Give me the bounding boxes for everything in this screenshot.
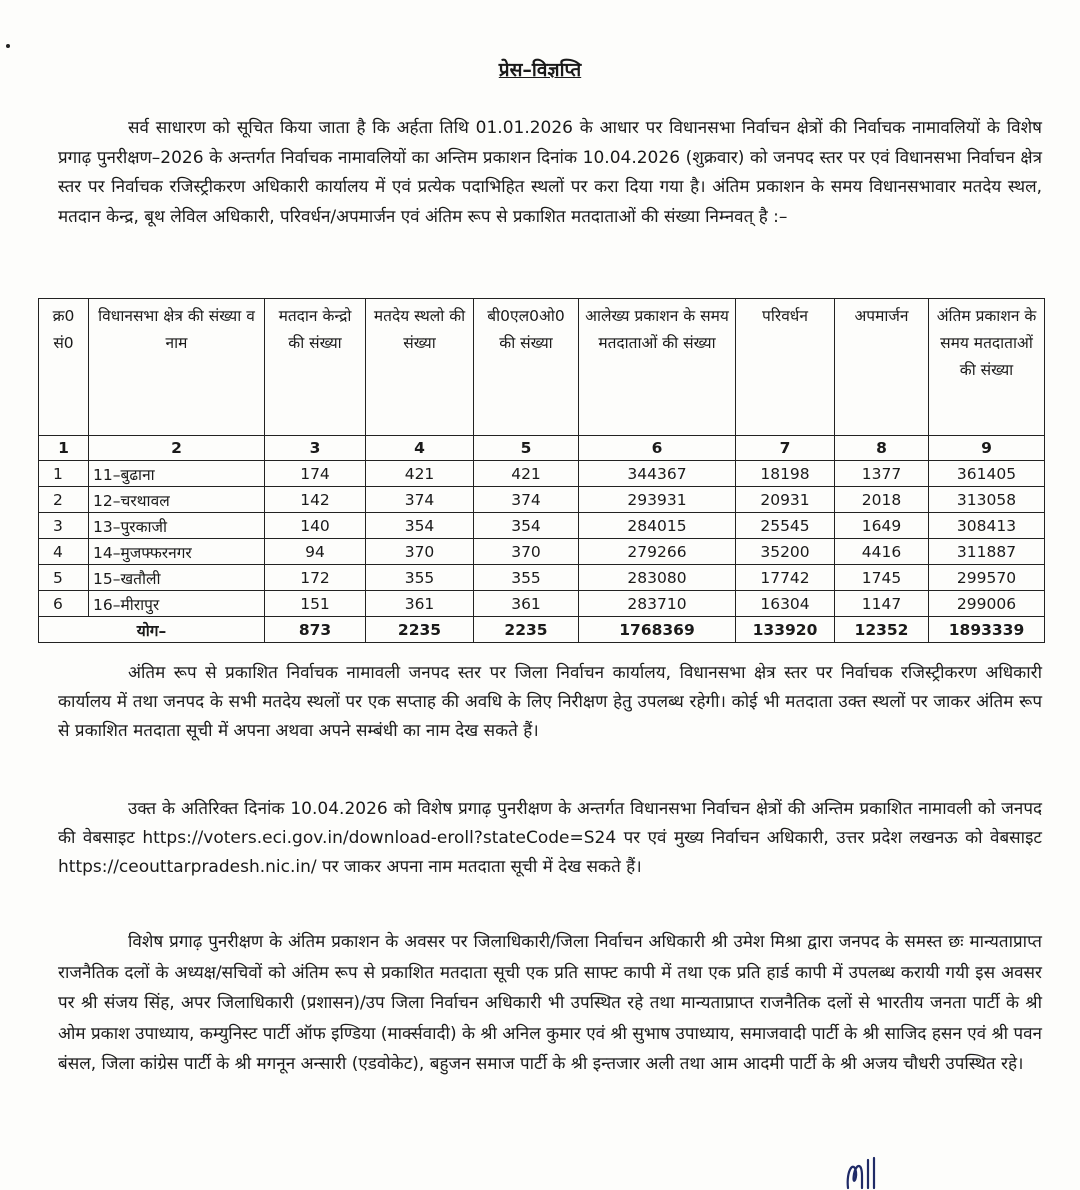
table-cell: 16–मीरापुर	[89, 591, 265, 617]
table-cell: 4416	[835, 539, 929, 565]
table-cell: 344367	[579, 461, 736, 487]
table-cell: 283710	[579, 591, 736, 617]
table-cell: 374	[366, 487, 474, 513]
table-cell: 5	[39, 565, 89, 591]
table-cell: 1377	[835, 461, 929, 487]
header-cell: बी0एल0ओ0 की संख्या	[474, 299, 579, 436]
table-cell: 361	[474, 591, 579, 617]
voter-statistics-table	[38, 298, 1045, 643]
header-cell: क्र0 सं0	[39, 299, 89, 436]
total-cell: 1768369	[579, 617, 736, 643]
table-cell: 374	[474, 487, 579, 513]
table-cell: 421	[474, 461, 579, 487]
table-row	[39, 591, 1045, 617]
table-cell: 284015	[579, 513, 736, 539]
table-cell: 354	[366, 513, 474, 539]
stray-mark	[6, 44, 10, 48]
table-row	[39, 487, 1045, 513]
table-cell: 370	[366, 539, 474, 565]
table-cell: 361	[366, 591, 474, 617]
table-cell: 421	[366, 461, 474, 487]
table-cell: 361405	[929, 461, 1045, 487]
total-cell: 873	[265, 617, 366, 643]
table-row	[39, 461, 1045, 487]
table-cell: 3	[39, 513, 89, 539]
table-cell: 12–चरथावल	[89, 487, 265, 513]
column-number: 8	[835, 436, 929, 461]
header-cell: परिवर्धन	[736, 299, 835, 436]
column-number: 6	[579, 436, 736, 461]
page-title: प्रेस–विज्ञप्ति	[498, 59, 582, 81]
header-cell: आलेख्य प्रकाशन के समय मतदाताओं की संख्या	[579, 299, 736, 436]
table-cell: 14–मुजफ्फरनगर	[89, 539, 265, 565]
column-number-row	[39, 436, 1045, 461]
table-cell: 17742	[736, 565, 835, 591]
table-cell: 13–पुरकाजी	[89, 513, 265, 539]
table-cell: 1	[39, 461, 89, 487]
total-cell: 2235	[366, 617, 474, 643]
table-row	[39, 513, 1045, 539]
attendance-paragraph: विशेष प्रगाढ़ पुनरीक्षण के अंतिम प्रकाशन के अवसर पर जिलाधिकारी/जिला निर्वाचन अधिकारी श्री उमेश मिश्रा द्वारा जनपद के समस्त छः मान्यताप्राप्त राजनैतिक दलों के अध्यक्ष/सचिवों को अंतिम रूप से प्रकाशित मतदाता सूची एक प्रति साफ्ट कापी में तथा एक प्रति हार्ड कापी में उपलब्ध करायी गयी इस अवसर पर श्री संजय सिंह, अपर जिलाधिकारी (प्रशासन)/उप जिला निर्वाचन अधिकारी भी उपस्थित रहे तथा मान्यताप्राप्त राजनैतिक दलों से भारतीय जनता पार्टी के श्री ओम प्रकाश उपाध्याय, कम्युनिस्ट पार्टी ऑफ इण्डिया (मार्क्सवादी) के श्री अनिल कुमार एवं श्री सुभाष उपाध्याय, समाजवादी पार्टी के श्री साजिद हसन एवं श्री पवन बंसल, जिला कांग्रेस पार्टी के श्री मगनून अन्सारी (एडवोकेट), बहुजन समाज पार्टी के श्री इन्तजार अली तथा आम आदमी पार्टी के श्री अजय चौधरी उपस्थित रहे।	[58, 932, 1042, 1074]
column-number: 9	[929, 436, 1045, 461]
table-cell: 1147	[835, 591, 929, 617]
table-cell: 6	[39, 591, 89, 617]
table-cell: 2018	[835, 487, 929, 513]
total-row	[39, 617, 1045, 643]
table-cell: 299570	[929, 565, 1045, 591]
total-label: योग–	[39, 617, 265, 643]
column-number: 2	[89, 436, 265, 461]
intro-paragraph: सर्व साधारण को सूचित किया जाता है कि अर्हता तिथि 01.01.2026 के आधार पर विधानसभा निर्वाचन क्षेत्रों की निर्वाचक नामावलियों के विशेष प्रगाढ़ पुनरीक्षण–2026 के अन्तर्गत निर्वाचक नामावलियों का अन्तिम प्रकाशन दिनांक 10.04.2026 (शुक्रवार) को जनपद स्तर पर एवं विधानसभा निर्वाचन क्षेत्र स्तर पर निर्वाचक रजिस्ट्रीकरण अधिकारी कार्यालय में एवं प्रत्येक पदाभिहित स्थलों पर करा दिया गया है। अंतिम प्रकाशन के समय विधानसभावार मतदेय स्थल, मतदान केन्द्र, बूथ लेविल अधिकारी, परिवर्धन/अपमार्जन एवं अंतिम रूप से प्रकाशित मतदाताओं की संख्या निम्नवत् है :–	[58, 118, 1042, 227]
table-cell: 18198	[736, 461, 835, 487]
table-cell: 4	[39, 539, 89, 565]
table-cell: 140	[265, 513, 366, 539]
table-cell: 370	[474, 539, 579, 565]
table-cell: 313058	[929, 487, 1045, 513]
website-paragraph: उक्त के अतिरिक्त दिनांक 10.04.2026 को विशेष प्रगाढ़ पुनरीक्षण के अन्तर्गत विधानसभा निर्वाचन क्षेत्रों की अन्तिम प्रकाशित नामावली को जनपद की वेबसाइट https://voters.eci.gov.in/download-eroll?stateCode=S24 पर एवं मुख्य निर्वाचन अधिकारी, उत्तर प्रदेश लखनऊ को वेबसाइट https://ceouttarpradesh.nic.in/ पर जाकर अपना नाम मतदाता सूची में देख सकते हैं।	[58, 799, 1042, 877]
table-cell: 293931	[579, 487, 736, 513]
table-row	[39, 565, 1045, 591]
table-cell: 279266	[579, 539, 736, 565]
column-number: 1	[39, 436, 89, 461]
table-cell: 11–बुढाना	[89, 461, 265, 487]
table-cell: 354	[474, 513, 579, 539]
table-cell: 311887	[929, 539, 1045, 565]
header-cell: विधानसभा क्षेत्र की संख्या व नाम	[89, 299, 265, 436]
header-cell: मतदान केन्द्रो की संख्या	[265, 299, 366, 436]
table-cell: 94	[265, 539, 366, 565]
table-cell: 308413	[929, 513, 1045, 539]
total-cell: 12352	[835, 617, 929, 643]
total-cell: 133920	[736, 617, 835, 643]
total-cell: 2235	[474, 617, 579, 643]
table-cell: 35200	[736, 539, 835, 565]
table-cell: 1745	[835, 565, 929, 591]
header-cell: अंतिम प्रकाशन के समय मतदाताओं की संख्या	[929, 299, 1045, 436]
column-number: 7	[736, 436, 835, 461]
table-cell: 283080	[579, 565, 736, 591]
table-header-row	[39, 299, 1045, 436]
table-cell: 16304	[736, 591, 835, 617]
table-row	[39, 539, 1045, 565]
table-cell: 1649	[835, 513, 929, 539]
table-cell: 172	[265, 565, 366, 591]
table-cell: 355	[366, 565, 474, 591]
table-cell: 174	[265, 461, 366, 487]
column-number: 5	[474, 436, 579, 461]
total-cell: 1893339	[929, 617, 1045, 643]
table-cell: 25545	[736, 513, 835, 539]
header-cell: अपमार्जन	[835, 299, 929, 436]
table-cell: 142	[265, 487, 366, 513]
signature-icon	[842, 1150, 892, 1190]
column-number: 4	[366, 436, 474, 461]
table-cell: 151	[265, 591, 366, 617]
inspection-paragraph: अंतिम रूप से प्रकाशित निर्वाचक नामावली जनपद स्तर पर जिला निर्वाचन कार्यालय, विधानसभा क्षेत्र स्तर पर निर्वाचक रजिस्ट्रीकरण अधिकारी कार्यालय में तथा जनपद के सभी मतदेय स्थलों पर एक सप्ताह की अवधि के लिए निरीक्षण हेतु उपलब्ध रहेगी। कोई भी मतदाता उक्त स्थलों पर जाकर अंतिम रूप से प्रकाशित मतदाता सूची में अपना अथवा अपने सम्बंधी का नाम देख सकते हैं।	[58, 663, 1042, 741]
column-number: 3	[265, 436, 366, 461]
header-cell: मतदेय स्थलो की संख्या	[366, 299, 474, 436]
table-cell: 20931	[736, 487, 835, 513]
table-cell: 355	[474, 565, 579, 591]
table-cell: 2	[39, 487, 89, 513]
table-cell: 15–खतौली	[89, 565, 265, 591]
table-cell: 299006	[929, 591, 1045, 617]
